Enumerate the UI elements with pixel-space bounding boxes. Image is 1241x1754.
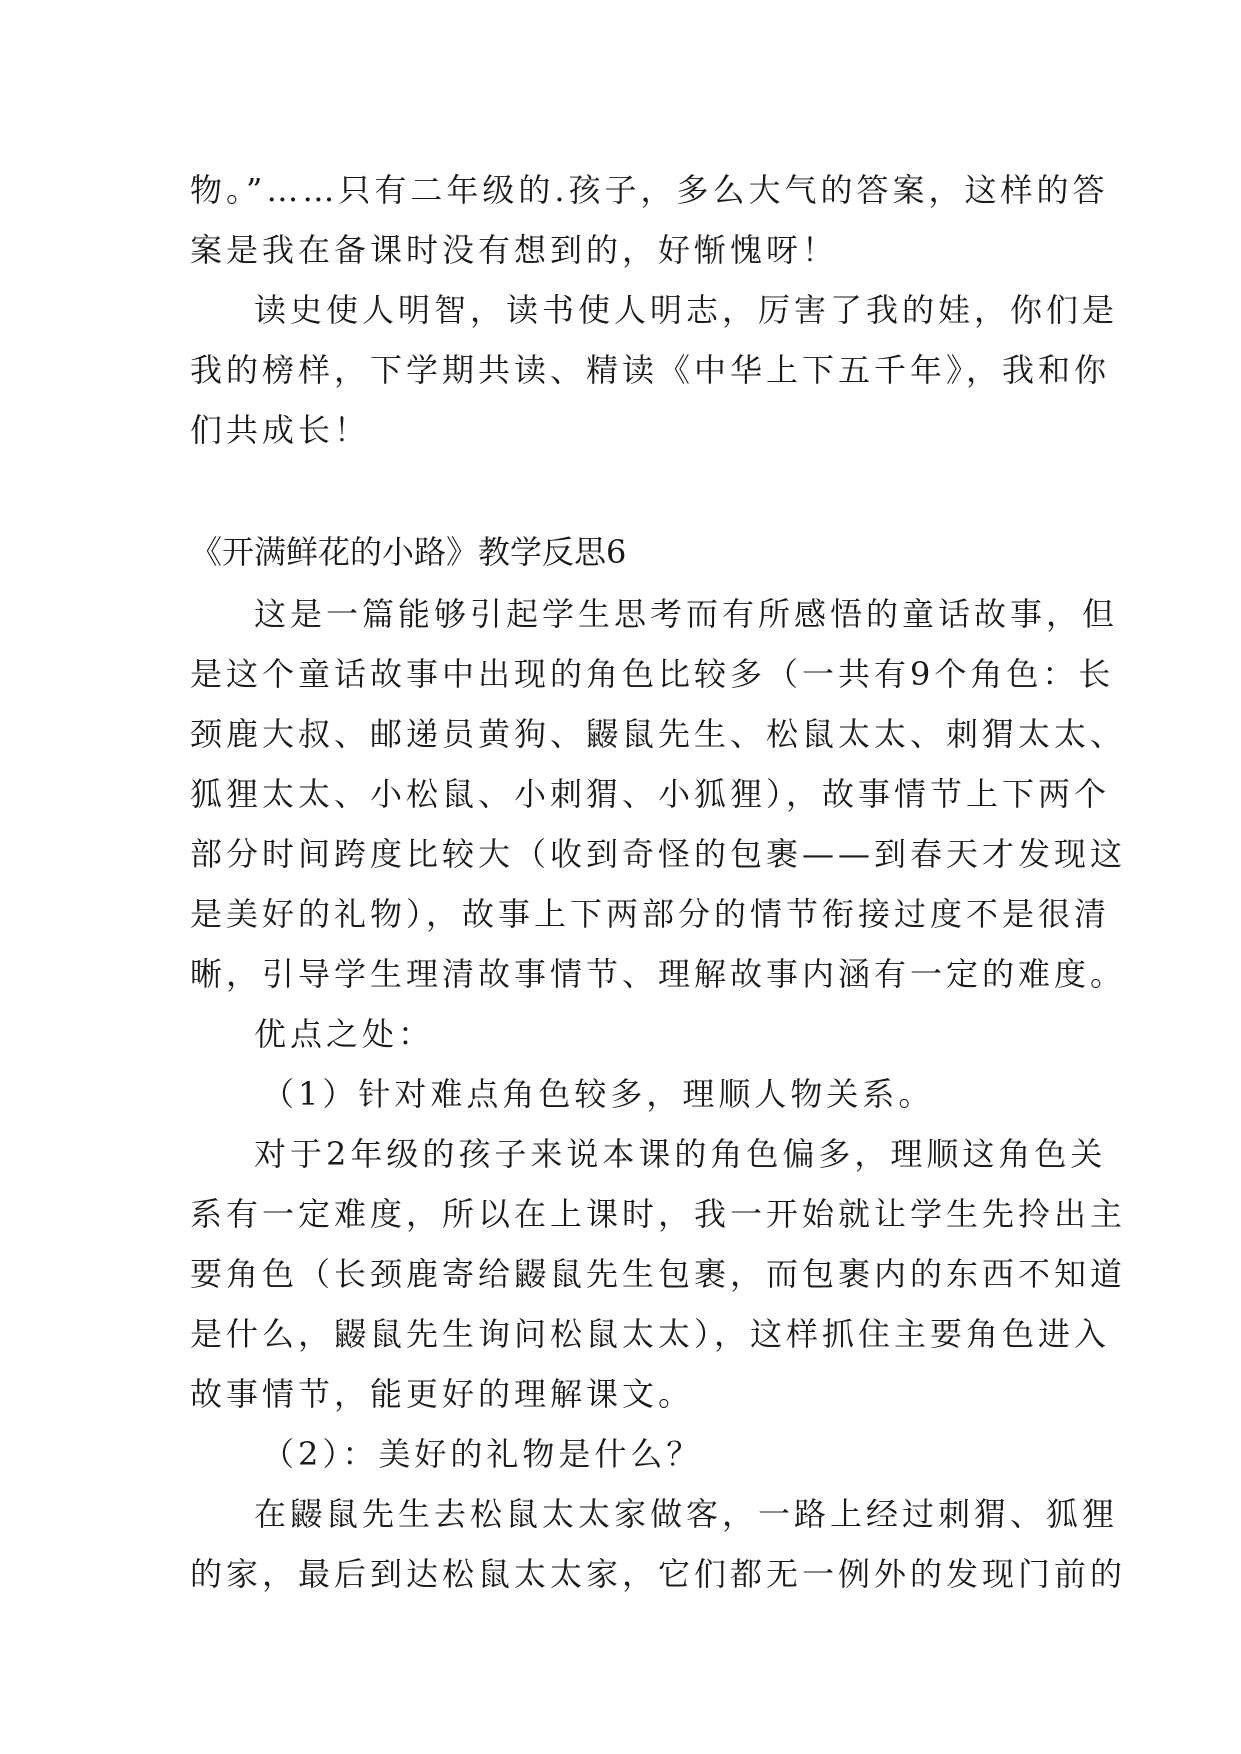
- paragraph-line: 是什么，鼹鼠先生询问松鼠太太），这样抓住主要角色进入: [190, 1315, 1111, 1353]
- paragraph-line: 系有一定难度，所以在上课时，我一开始就让学生先拎出主: [190, 1195, 1127, 1233]
- paragraph-line: 们共成长！: [190, 411, 371, 449]
- paragraph-line: 对于2年级的孩子来说本课的角色偏多，理顺这角色关: [254, 1135, 1107, 1173]
- paragraph-line: 颈鹿大叔、邮递员黄狗、鼹鼠先生、松鼠太太、刺猬太太、: [190, 715, 1127, 753]
- paragraph-line: 在鼹鼠先生去松鼠太太家做客，一路上经过刺猬、狐狸: [254, 1495, 1119, 1533]
- paragraph-line: 要角色（长颈鹿寄给鼹鼠先生包裹，而包裹内的东西不知道: [190, 1255, 1127, 1293]
- paragraph-line: 是这个童话故事中出现的角色比较多（一共有9个角色：长: [190, 655, 1115, 693]
- paragraph-line: 故事情节，能更好的理解课文。: [190, 1375, 695, 1413]
- numbered-point: （1）针对难点角色较多，理顺人物关系。: [262, 1075, 935, 1113]
- document-body: [190, 160, 1127, 1604]
- paragraph-line: 是美好的礼物），故事上下两部分的情节衔接过度不是很清: [190, 895, 1111, 933]
- numbered-point: （2）：美好的礼物是什么？: [262, 1435, 703, 1473]
- paragraph-line: 这是一篇能够引起学生思考而有所感悟的童话故事，但: [254, 595, 1119, 633]
- paragraph-line: 读史使人明智，读书使人明志，厉害了我的娃，你们是: [254, 291, 1119, 329]
- paragraph-line: 的家，最后到达松鼠太太家，它们都无一例外的发现门前的: [190, 1555, 1127, 1593]
- paragraph-line: 部分时间跨度比较大（收到奇怪的包裹——到春天才发现这: [190, 835, 1127, 873]
- paragraph-line: 案是我在备课时没有想到的，好惭愧呀！: [190, 231, 839, 269]
- paragraph-line: 我的榜样，下学期共读、精读《中华上下五千年》，我和你: [190, 351, 1111, 389]
- subheading: 优点之处：: [254, 1015, 435, 1053]
- section-title: 《开满鲜花的小路》教学反思6: [190, 533, 627, 571]
- paragraph-line: 物。”……只有二年级的.孩子，多么大气的答案，这样的答: [190, 171, 1109, 209]
- section-gap: [190, 460, 1070, 520]
- paragraph-line: 狐狸太太、小松鼠、小刺猬、小狐狸），故事情节上下两个: [190, 775, 1111, 813]
- paragraph-line: 晰，引导学生理清故事情节、理解故事内涵有一定的难度。: [190, 955, 1127, 993]
